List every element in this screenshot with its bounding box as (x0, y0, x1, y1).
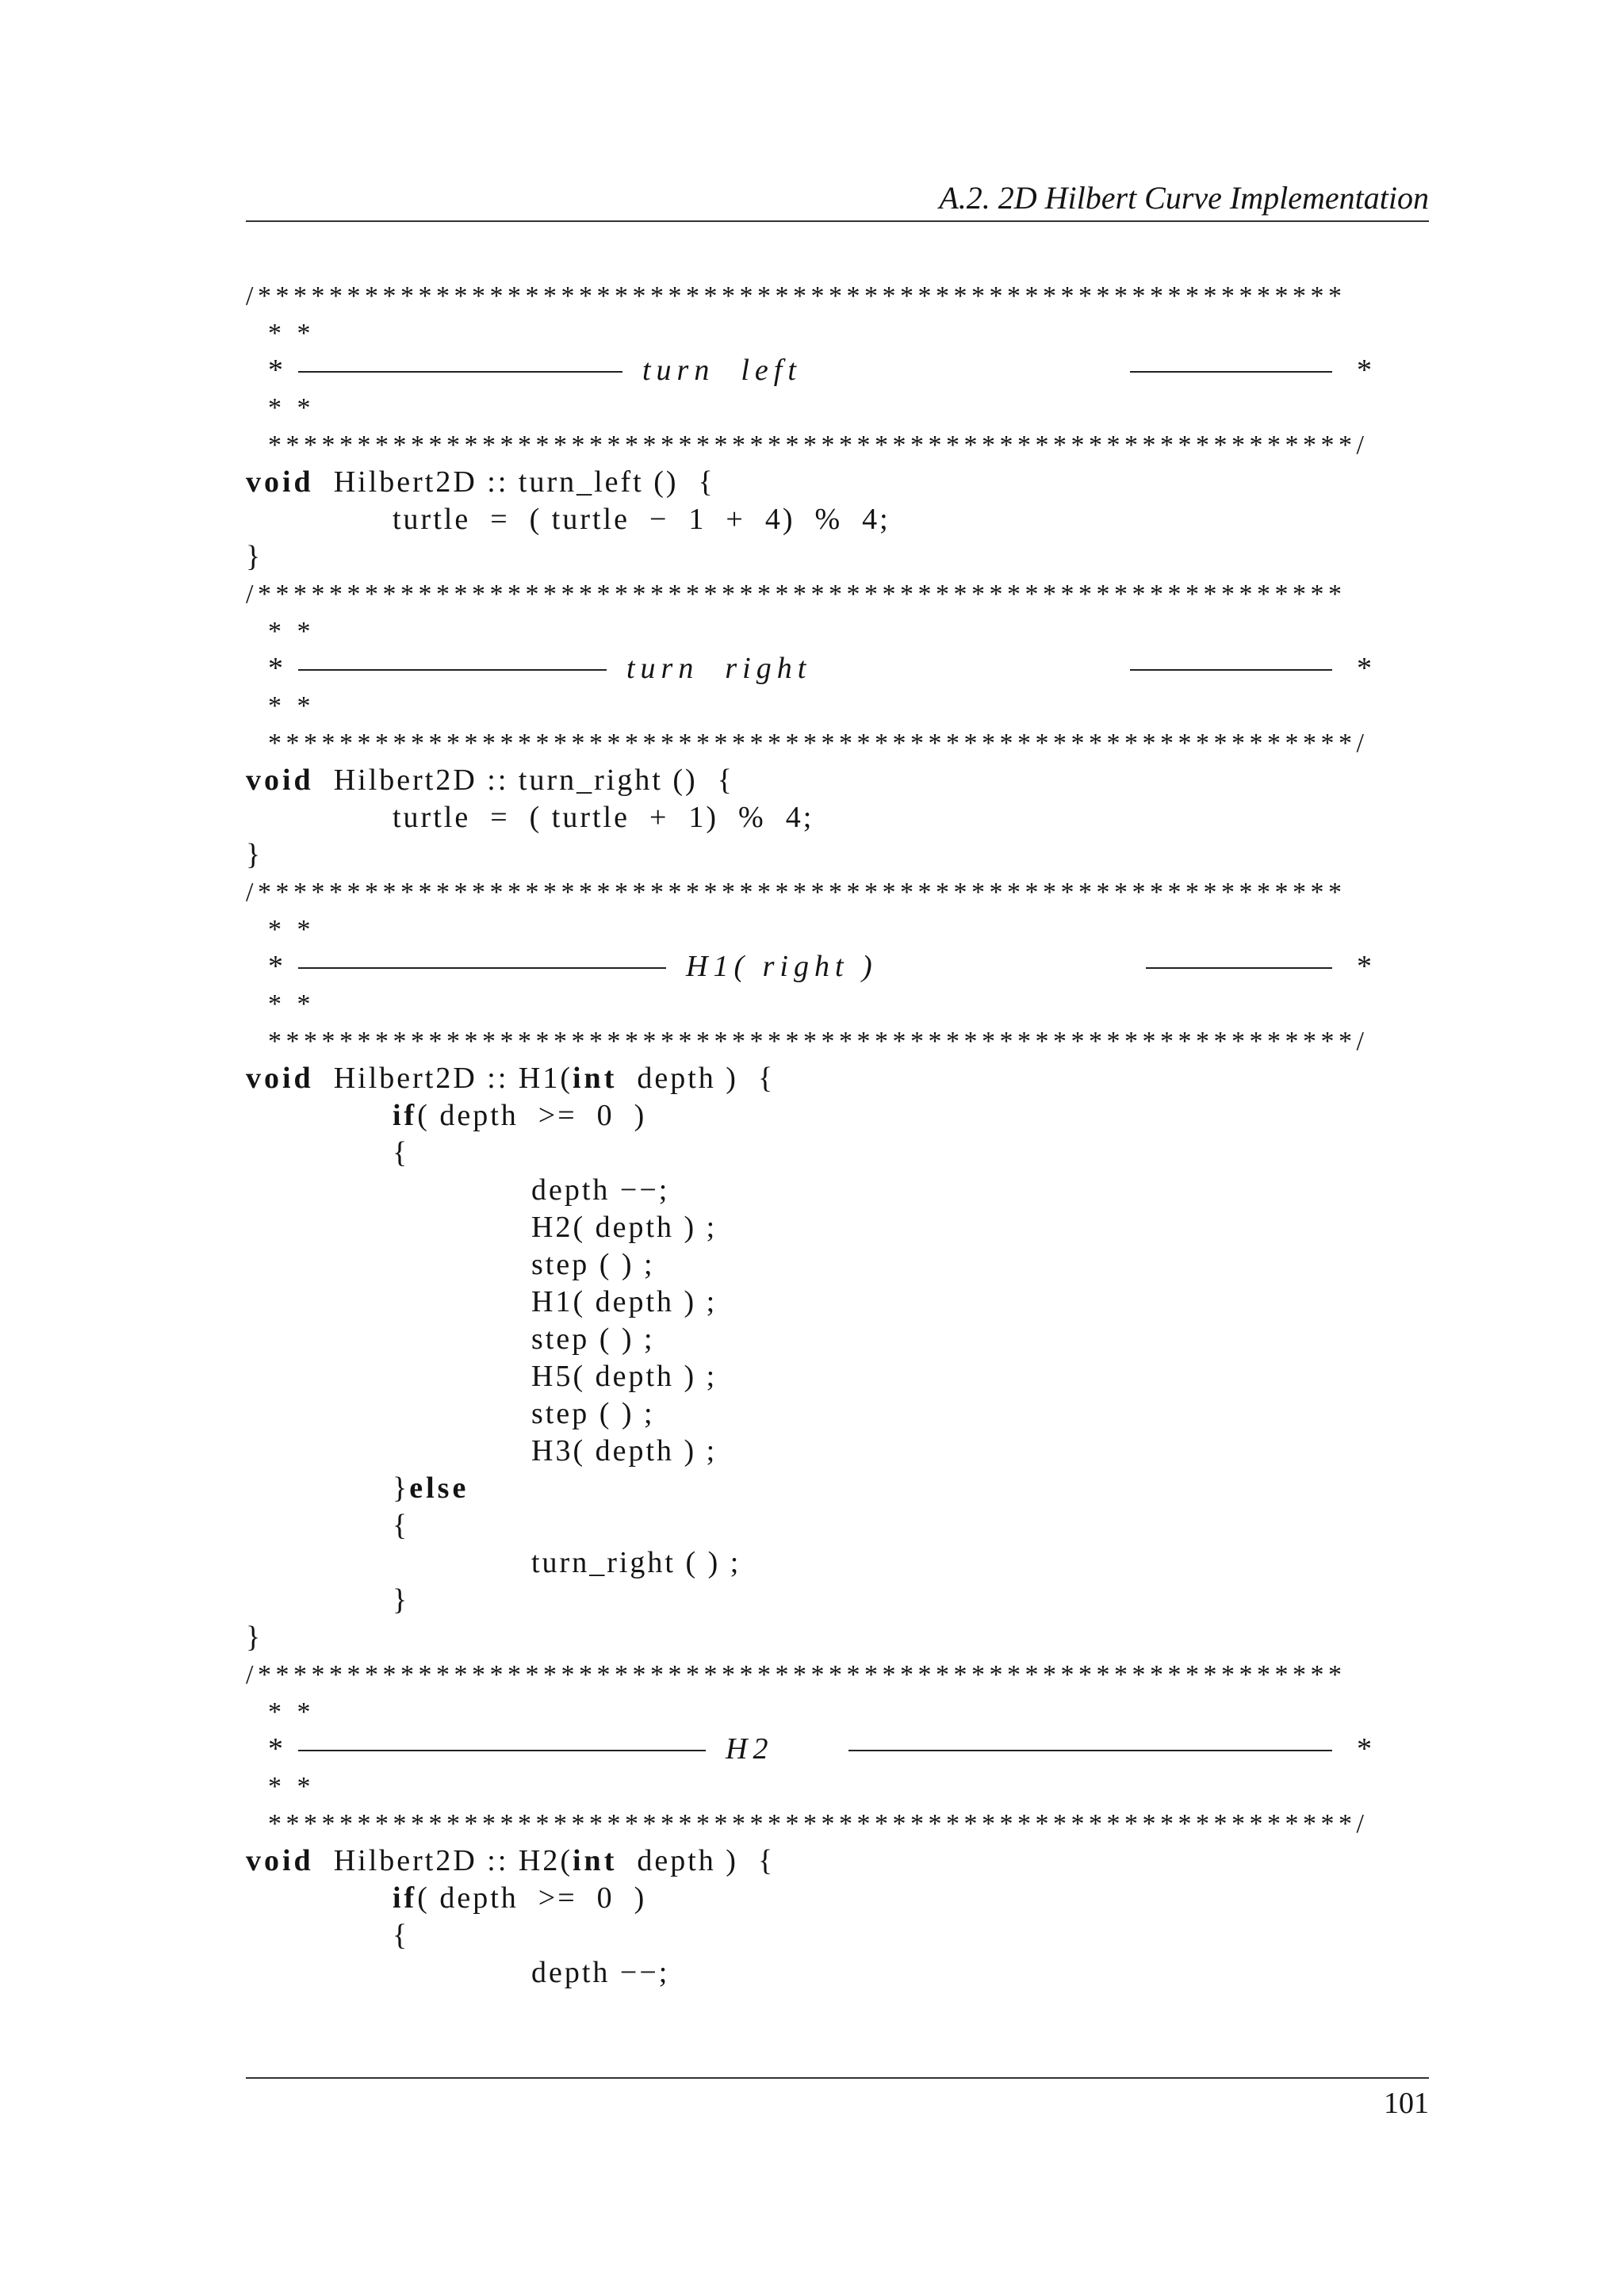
code-text: } (393, 1583, 410, 1617)
banner-rule-right (848, 1750, 1332, 1751)
code-text: depth ) { (617, 1844, 776, 1877)
comment-short-stars: * * (268, 691, 315, 721)
code-text: step ( ) ; (531, 1248, 655, 1281)
code-line (246, 1917, 1429, 1954)
comment-short-line (246, 687, 1429, 725)
code-text: } (246, 1621, 263, 1654)
code-line (246, 1544, 1429, 1582)
comment-open-stars: /************************************************************* (246, 878, 1346, 907)
comment-close-stars: *************************************************************/ (268, 430, 1369, 460)
comment-short-stars: * * (268, 989, 315, 1019)
banner-star-right: * (1357, 652, 1372, 685)
code-line (246, 1358, 1429, 1395)
banner-star-right: * (1357, 1732, 1372, 1766)
code-text: turn_right ( ) ; (531, 1546, 741, 1579)
code-text: depth −−; (531, 1173, 670, 1207)
code-keyword: int (573, 1844, 618, 1877)
section-banner (246, 948, 1372, 985)
code-text: { (393, 1509, 410, 1542)
code-keyword: void (246, 763, 314, 797)
code-line (246, 1395, 1429, 1433)
section-label: H2 (726, 1732, 774, 1766)
code-text: } (246, 540, 263, 573)
header-title: A.2. 2D Hilbert Curve Implementation (939, 180, 1429, 216)
code-text: ( depth >= 0 ) (417, 1099, 647, 1132)
code-line (246, 1209, 1429, 1246)
code-text: turtle = ( turtle − 1 + 4) % 4; (393, 503, 891, 536)
code-text: } (246, 838, 263, 871)
section-banner (246, 1731, 1372, 1768)
section-label: turn right (626, 652, 812, 685)
comment-open-stars: /************************************************************* (246, 281, 1346, 311)
banner-star-right: * (1357, 950, 1372, 983)
running-header (246, 176, 1429, 222)
code-text: H1( depth ) ; (531, 1285, 718, 1318)
code-text: Hilbert2D :: H2( (313, 1844, 573, 1877)
code-line (246, 1470, 1429, 1507)
code-text: ( depth >= 0 ) (417, 1881, 647, 1915)
code-line (246, 1284, 1429, 1321)
code-keyword: else (409, 1471, 469, 1505)
code-line (246, 1172, 1429, 1209)
code-text: depth ) { (617, 1062, 776, 1095)
banner-star-right: * (1357, 354, 1372, 387)
code-line (246, 1619, 1429, 1656)
comment-open-stars: /************************************************************* (246, 580, 1346, 609)
code-line (246, 1582, 1429, 1619)
comment-short-line (246, 315, 1429, 352)
code-text: depth −−; (531, 1956, 670, 1989)
banner-star-left: * (268, 1732, 283, 1766)
comment-short-stars: * * (268, 1772, 315, 1801)
code-text: Hilbert2D :: turn_right () { (313, 763, 734, 797)
code-line (246, 799, 1429, 836)
comment-close-stars: *************************************************************/ (268, 1027, 1369, 1056)
code-text: H3( depth ) ; (531, 1434, 718, 1468)
comment-short-stars: * * (268, 393, 315, 423)
comment-open-line (246, 277, 1429, 315)
banner-rule-left (298, 1750, 706, 1751)
code-keyword: if (393, 1881, 418, 1915)
comment-short-stars: * * (268, 915, 315, 944)
code-line (246, 1843, 1429, 1880)
comment-open-line (246, 1656, 1429, 1693)
banner-rule-right (1130, 669, 1332, 671)
code-keyword: int (573, 1062, 618, 1095)
code-line (246, 1060, 1429, 1097)
banner-star-left: * (268, 652, 283, 685)
comment-close-stars: *************************************************************/ (268, 729, 1369, 758)
banner-rule-right (1146, 967, 1332, 969)
section-label: H1( right ) (686, 950, 878, 983)
banner-star-left: * (268, 950, 283, 983)
banner-rule-left (298, 371, 622, 373)
code-line (246, 538, 1429, 576)
code-line (246, 1954, 1429, 1992)
code-keyword: void (246, 1844, 314, 1877)
code-text: step ( ) ; (531, 1397, 655, 1430)
comment-short-line (246, 1768, 1429, 1805)
code-line (246, 836, 1429, 874)
section-banner (246, 352, 1372, 389)
comment-short-stars: * * (268, 617, 315, 646)
comment-close-line (246, 427, 1429, 464)
code-line (246, 762, 1429, 799)
comment-close-stars: *************************************************************/ (268, 1809, 1369, 1839)
code-text: turtle = ( turtle + 1) % 4; (393, 801, 814, 834)
comment-short-line (246, 1693, 1429, 1731)
code-text: Hilbert2D :: H1( (313, 1062, 573, 1095)
comment-open-line (246, 874, 1429, 911)
comment-close-line (246, 1023, 1429, 1060)
comment-short-line (246, 985, 1429, 1023)
comment-short-line (246, 389, 1429, 427)
banner-rule-left (298, 967, 666, 969)
code-line (246, 1097, 1429, 1135)
banner-rule-right (1130, 371, 1332, 373)
comment-open-line (246, 576, 1429, 613)
section-banner (246, 650, 1372, 687)
code-line (246, 1507, 1429, 1544)
code-text: H2( depth ) ; (531, 1211, 718, 1244)
code-text: } (393, 1471, 410, 1505)
banner-rule-left (298, 669, 607, 671)
code-line (246, 1135, 1429, 1172)
comment-short-line (246, 911, 1429, 948)
code-keyword: if (393, 1099, 418, 1132)
comment-close-line (246, 725, 1429, 762)
code-line (246, 1433, 1429, 1470)
code-text: step ( ) ; (531, 1322, 655, 1356)
page-footer (246, 2077, 1429, 2120)
comment-short-line (246, 613, 1429, 650)
code-line (246, 1880, 1429, 1917)
code-text: { (393, 1919, 410, 1952)
code-keyword: void (246, 1062, 314, 1095)
comment-open-stars: /************************************************************* (246, 1660, 1346, 1689)
code-text: H5( depth ) ; (531, 1360, 718, 1393)
comment-short-stars: * * (268, 1697, 315, 1727)
code-line (246, 1246, 1429, 1284)
code-line (246, 501, 1429, 538)
banner-star-left: * (268, 354, 283, 387)
comment-close-line (246, 1805, 1429, 1843)
code-text: Hilbert2D :: turn_left () { (313, 465, 715, 499)
code-text: { (393, 1136, 410, 1169)
code-line (246, 1321, 1429, 1358)
code-keyword: void (246, 465, 314, 499)
code-listing (246, 277, 1429, 1992)
page-number: 101 (1384, 2087, 1429, 2120)
comment-short-stars: * * (268, 319, 315, 348)
section-label: turn left (642, 354, 802, 387)
code-line (246, 464, 1429, 501)
